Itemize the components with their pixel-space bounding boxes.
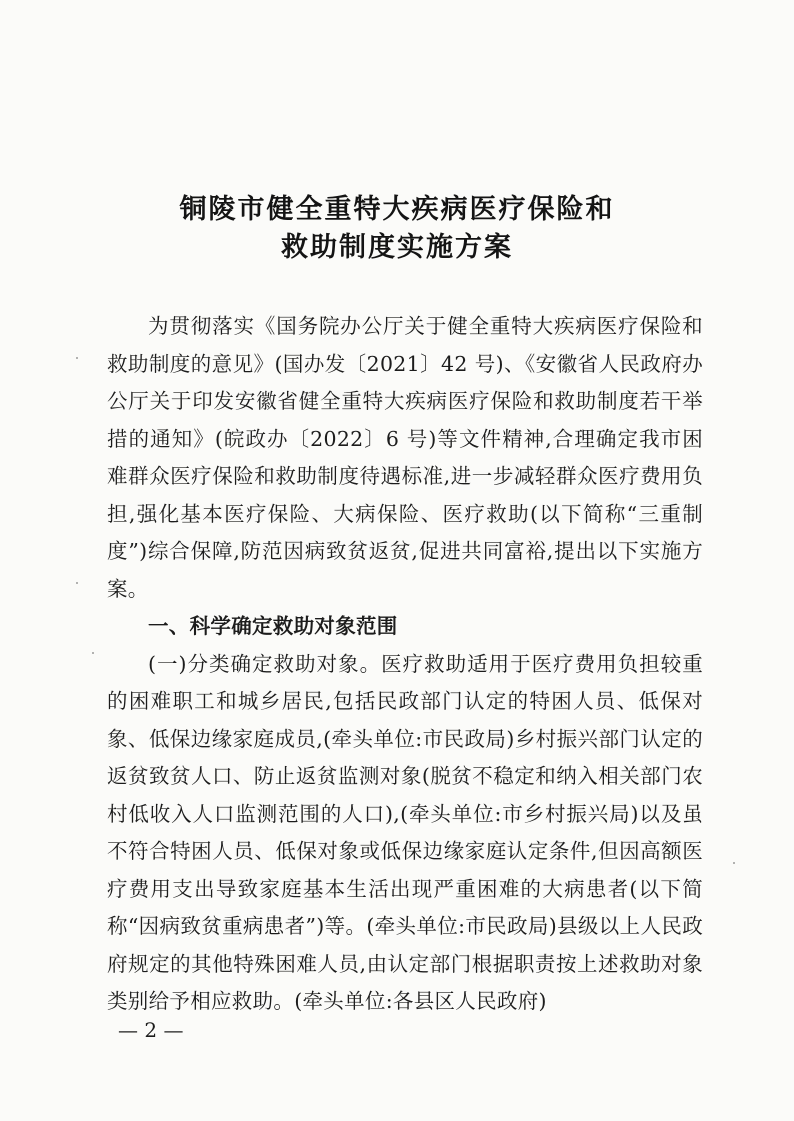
scan-speck [733,862,735,864]
scan-speck [76,582,78,584]
scan-speck [76,357,78,359]
section1-heading: 一、科学确定救助对象范围 [148,614,398,638]
scan-speck [92,652,94,654]
document-body [107,308,703,1021]
page-number: — 2 — [118,1018,184,1042]
section1-paragraph: (一)分类确定救助对象。医疗救助适用于医疗费用负担较重的困难职工和城乡居民,包括民政部门认定的特困人员、低保对象、低保边缘家庭成员,(牵头单位:市民政局)乡村振兴部门认定的返贫致贫人口、防止返贫监测对象(脱贫不稳定和纳入相关部门农村低收入人口监测范围的人口),(牵头单位:市乡村振兴局)以及虽不符合特困人员、低保对象或低保边缘家庭认定条件,但因高额医疗费用支出导致家庭基本生活出现严重困难的大病患者(以下简称“因病致贫重病患者”)等。(牵头单位:市民政局)县级以上人民政府规定的其他特殊困难人员,由认定部门根据职责按上述救助对象类别给予相应救助。(牵头单位:各县区人民政府) [107,651,703,1013]
document-title-line2: 救助制度实施方案 [281,232,513,263]
intro-paragraph: 为贯彻落实《国务院办公厅关于健全重特大疾病医疗保险和救助制度的意见》(国办发〔2021〕42 号)、《安徽省人民政府办公厅关于印发安徽省健全重特大疾病医疗保险和救助制度若干举措的通知》(皖政办〔2022〕6 号)等文件精神,合理确定我市困难群众医疗保险和救助制度待遇标准,进一步减轻群众医疗费用负担,强化基本医疗保险、大病保险、医疗救助(以下简称“三重制度”)综合保障,防范因病致贫返贫,促进共同富裕,提出以下实施方案。 [107,314,703,601]
document-title-line1: 铜陵市健全重特大疾病医疗保险和 [179,194,615,225]
